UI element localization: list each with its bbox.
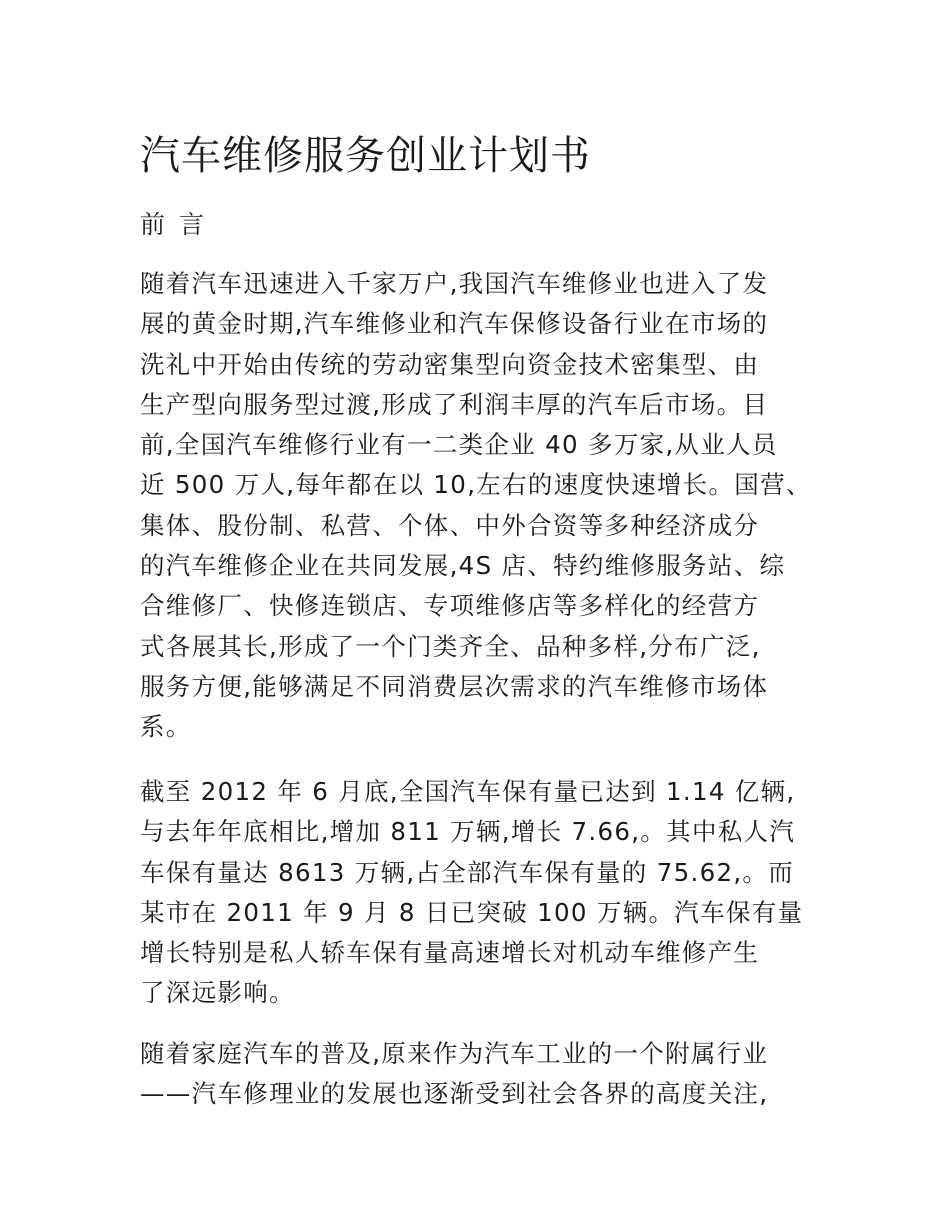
paragraph-line: 与去年年底相比,增加 811 万辆,增长 7.66,。其中私人汽 [140,817,796,847]
paragraph-line: 随着家庭汽车的普及,原来作为汽车工业的一个附属行业 [140,1039,769,1068]
paragraph-2 [140,772,803,1014]
paragraph-line: ——汽车修理业的发展也逐渐受到社会各界的高度关注, [140,1079,769,1109]
paragraph-line: 系。 [140,712,192,742]
paragraph-line: 车保有量达 8613 万辆,占全部汽车保有量的 75.62,。而 [140,857,795,887]
paragraph-line: 前,全国汽车维修行业有一二类企业 40 多万家,从业人员 [140,430,778,460]
paragraph-line: 式各展其长,形成了一个门类齐全、品种多样,分布广泛, [140,631,761,661]
paragraph-line: 某市在 2011 年 9 月 8 日已突破 100 万辆。汽车保有量 [140,897,804,927]
paragraph-3 [140,1034,768,1115]
paragraph-line: 了深远影响。 [140,978,295,1008]
paragraph-line: 合维修厂、快修连锁店、专项维修店等多样化的经营方 [140,591,760,621]
paragraph-line: 生产型向服务型过渡,形成了利润丰厚的汽车后市场。目 [140,389,769,419]
paragraph-line: 服务方便,能够满足不同消费层次需求的汽车维修市场体 [140,671,769,701]
paragraph-line: 集体、股份制、私营、个体、中外合资等多种经济成分 [140,510,760,540]
paragraph-1 [140,264,812,748]
section-heading-preface: 前 言 [140,210,207,239]
paragraph-line: 洗礼中开始由传统的劳动密集型向资金技术密集型、由 [140,349,760,379]
document-title: 汽车维修服务创业计划书 [140,133,591,179]
paragraph-line: 近 500 万人,每年都在以 10,左右的速度快速增长。国营、 [140,470,812,500]
paragraph-line: 随着汽车迅速进入千家万户,我国汽车维修业也进入了发 [140,269,769,298]
paragraph-line: 展的黄金时期,汽车维修业和汽车保修设备行业在市场的 [140,309,769,339]
paragraph-line: 的汽车维修企业在共同发展,4S 店、特约维修服务站、综 [140,551,786,581]
paragraph-line: 截至 2012 年 6 月底,全国汽车保有量已达到 1.14 亿辆, [140,777,796,806]
paragraph-line: 增长特别是私人轿车保有量高速增长对机动车维修产生 [140,938,760,968]
